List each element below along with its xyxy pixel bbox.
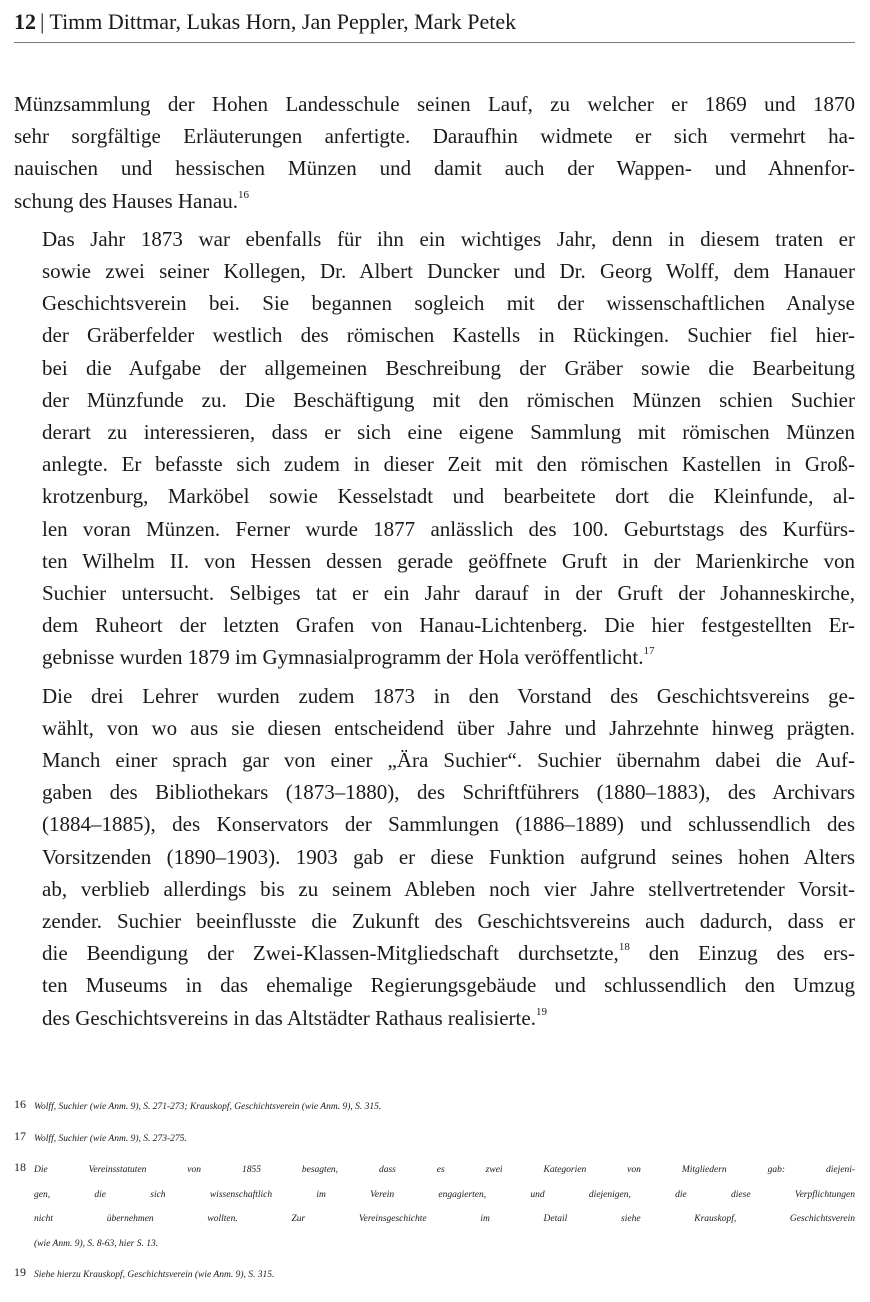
text-line: Die drei Lehrer wurden zudem 1873 in den Vorstand des Geschichtsvereins ge- [42, 683, 855, 708]
text-line: len voran Münzen. Ferner wurde 1877 anlässlich des 100. Geburtstags des Kurfürs- [42, 516, 855, 541]
text-line [14, 1002, 855, 1034]
text-line: ten Museums in das ehemalige Regierungsgebäude und schlussendlich den Umzug [42, 973, 855, 998]
text-line [14, 641, 855, 673]
text-line: zender. Suchier beeinflusste die Zukunft des Geschichtsvereins auch dadurch, dass er [42, 909, 855, 934]
footnote-line: (wie Anm. 9), S. 8-63, hier S. 13. [34, 1238, 159, 1249]
text-line: dem Ruheort der letzten Grafen von Hanau-Lichtenberg. Die hier festgestellten Er- [42, 613, 855, 638]
footnote-line: Siehe hierzu Krauskopf, Geschichtsverein (wie Anm. 9), S. 315. [34, 1270, 275, 1280]
text-line: derart zu interessieren, dass er sich eine eigene Sammlung mit römischen Münzen [42, 420, 855, 445]
paragraph-3 [14, 680, 855, 1034]
text-line: Suchier untersucht. Selbiges tat er ein Jahr darauf in der Gruft der Johanneskirche, [42, 581, 855, 606]
text-line [14, 937, 855, 969]
text-line: sehr sorgfältige Erläuterungen anfertigte. Daraufhin widmete er sich vermehrt ha- [14, 124, 855, 149]
text-line-content: des Geschichtsvereins in das Altstädter Rathaus realisierte. [42, 1005, 536, 1030]
text-line-content: die Beendigung der Zwei-Klassen-Mitgliedschaft durchsetzte, [42, 941, 619, 966]
footnote-ref-18[interactable]: 18 [618, 941, 630, 954]
text-line: ten Wilhelm II. von Hessen dessen gerade geöffnete Gruft in der Marienkirche von [42, 548, 855, 573]
text-line: bei die Aufgabe der allgemeinen Beschreibung der Gräber sowie die Bearbeitung [42, 355, 855, 380]
footnote-number: 18 [14, 1160, 26, 1174]
footnote-ref-17[interactable]: 17 [643, 645, 655, 658]
text-line: Das Jahr 1873 war ebenfalls für ihn ein wichtiges Jahr, denn in diesem traten er [42, 226, 855, 251]
footnote-number: 17 [14, 1128, 26, 1143]
footnote-number: 19 [14, 1265, 26, 1279]
footnote-line: nicht übernehmen wollten. Zur Vereinsgeschichte im Detail siehe Krauskopf, Geschichtsverein [34, 1214, 855, 1224]
footnote-ref-19[interactable]: 19 [535, 1005, 547, 1018]
text-line-content: gebnisse wurden 1879 im Gymnasialprogramm der Hola veröffentlicht. [42, 645, 644, 670]
header-authors: Timm Dittmar, Lukas Horn, Jan Peppler, Mark Petek [49, 9, 517, 34]
text-line [14, 185, 855, 217]
running-header [14, 6, 855, 43]
footnote-16 [14, 1095, 855, 1120]
text-line: nauischen und hessischen Münzen und damit auch der Wappen- und Ahnenfor- [14, 156, 855, 181]
text-line: krotzenburg, Marköbel sowie Kesselstadt und bearbeitete dort die Kleinfunde, al- [42, 484, 855, 509]
text-line: sowie zwei seiner Kollegen, Dr. Albert Duncker und Dr. Georg Wolff, dem Hanauer [42, 259, 855, 284]
header-separator: | [40, 9, 45, 34]
body-text [14, 88, 855, 1040]
paragraph-2 [14, 223, 855, 674]
text-line: Vorsitzenden (1890–1903). 1903 gab er diese Funktion aufgrund seines hohen Alters [42, 844, 855, 869]
text-line: (1884–1885), des Konservators der Sammlungen (1886–1889) und schlussendlich des [42, 812, 855, 837]
footnotes [14, 1095, 855, 1295]
footnote-line: gen, die sich wissenschaftlich im Verein engagierten, und diejenigen, die diese Verpflichtungen [34, 1189, 855, 1200]
page-number: 12 [14, 9, 36, 34]
text-line: gaben des Bibliothekars (1873–1880), des Schriftführers (1880–1883), des Archivars [42, 780, 855, 805]
footnote-line: Wolff, Suchier (wie Anm. 9), S. 273-275. [34, 1133, 187, 1144]
text-line: Geschichtsverein bei. Sie begannen sogleich mit der wissenschaftlichen Analyse [42, 291, 855, 316]
text-line: Münzsammlung der Hohen Landesschule seinen Lauf, zu welcher er 1869 und 1870 [14, 92, 855, 116]
footnote-19 [14, 1263, 855, 1288]
text-line: anlegte. Er befasste sich zudem in dieser Zeit mit den römischen Kastellen in Groß- [42, 452, 855, 477]
text-line-content: den Einzug des ers- [629, 941, 855, 966]
footnote-number: 16 [14, 1097, 26, 1111]
text-line: Manch einer sprach gar von einer „Ära Suchier“. Suchier übernahm dabei die Auf- [42, 748, 855, 773]
paragraph-1 [14, 88, 855, 217]
text-line: der Gräberfelder westlich des römischen Kastells in Rückingen. Suchier fiel hier- [42, 323, 855, 348]
footnote-18 [14, 1158, 855, 1256]
text-line: wählt, von wo aus sie diesen entscheidend über Jahre und Jahrzehnte hinweg prägten. [42, 715, 855, 740]
text-line: ab, verblieb allerdings bis zu seinem Ableben noch vier Jahre stellvertretender Vorsit- [42, 876, 855, 901]
footnote-line: Wolff, Suchier (wie Anm. 9), S. 271-273; Krauskopf, Geschichtsverein (wie Anm. 9), S. 315. [34, 1102, 382, 1112]
text-line-content: schung des Hauses Hanau. [14, 188, 238, 213]
text-line: der Münzfunde zu. Die Beschäftigung mit den römischen Münzen schien Suchier [42, 387, 855, 412]
footnote-ref-16[interactable]: 16 [237, 188, 249, 201]
footnote-line: Die Vereinsstatuten von 1855 besagten, dass es zwei Kategorien von Mitgliedern gab: diejeni- [34, 1165, 855, 1175]
footnote-17 [14, 1127, 855, 1152]
